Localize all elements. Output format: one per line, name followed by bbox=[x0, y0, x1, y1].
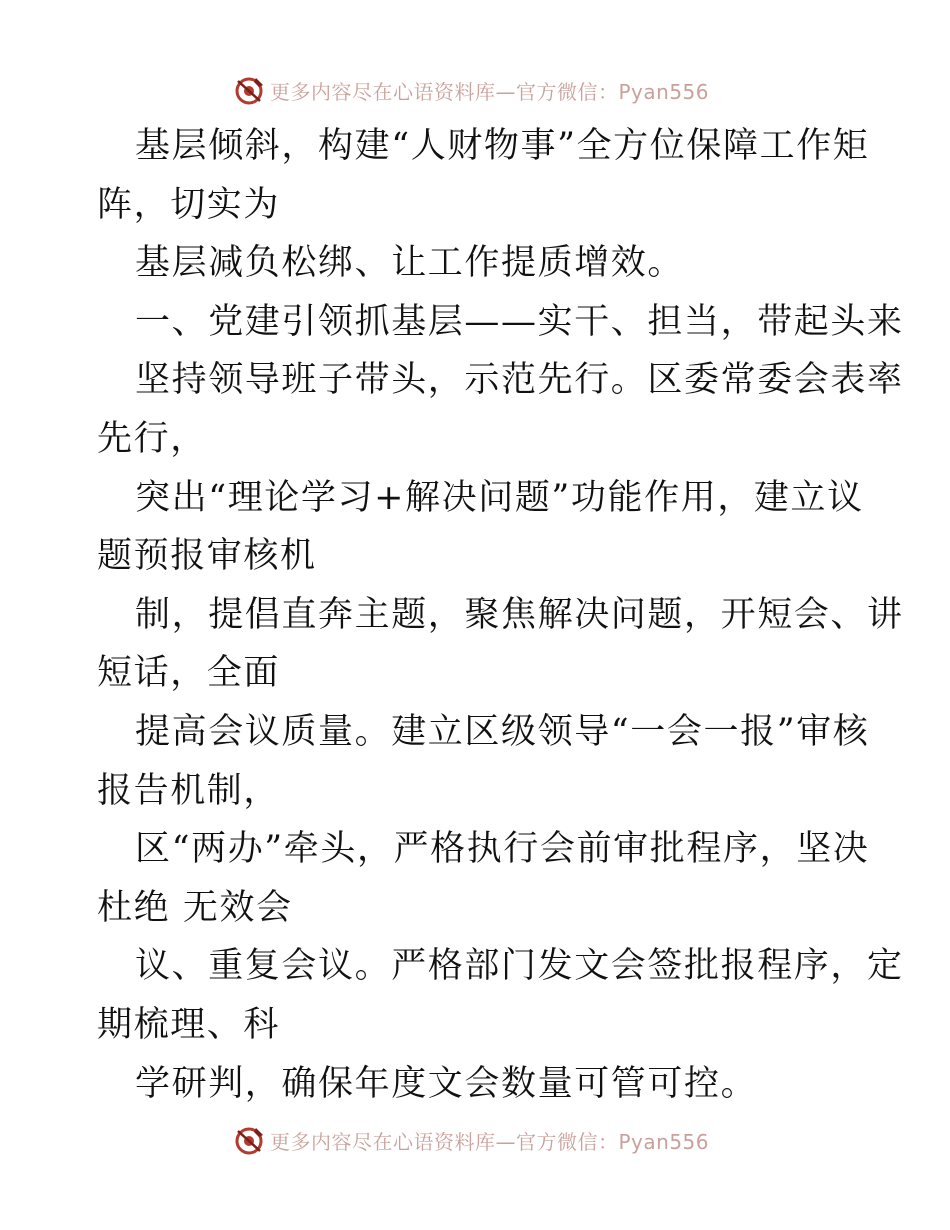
text-line: 区“两办”牵头，严格执行会前审批程序，坚决 bbox=[135, 829, 870, 870]
text-line: 基层倾斜，构建“人财物事”全方位保障工作矩 bbox=[135, 126, 870, 166]
text-line: 议、重复会议。严格部门发文会签批报程序，定 bbox=[135, 946, 904, 987]
text-line: 短话，全面 bbox=[97, 653, 281, 694]
text-line: 阵，切实为 bbox=[97, 184, 281, 225]
header-watermark-text: 更多内容尽在心语资料库—官方微信：Pyan556 bbox=[270, 79, 710, 104]
header-watermark bbox=[232, 72, 709, 108]
text-line: 制，提倡直奔主题，聚焦解决问题，开短会、讲 bbox=[135, 594, 904, 635]
text-line: 学研判，确保年度文会数量可管可控。 bbox=[135, 1063, 758, 1104]
text-line: 期梳理、科 bbox=[97, 1004, 281, 1045]
pen-logo-icon bbox=[232, 1123, 266, 1157]
text-line: 题预报审核机 bbox=[97, 536, 317, 577]
text-line: 报告机制， bbox=[97, 770, 281, 811]
footer-watermark bbox=[232, 1122, 709, 1158]
text-line: 提高会议质量。建立区级领导“一会一报”审核 bbox=[135, 711, 870, 752]
text-line: 基层减负松绑、让工作提质增效。 bbox=[135, 243, 685, 284]
pen-logo-icon bbox=[232, 73, 266, 107]
text-line: 坚持领导班子带头，示范先行。区委常委会表率 bbox=[135, 360, 904, 401]
text-line: 先行， bbox=[97, 418, 207, 459]
text-line: 一、党建引领抓基层——实干、担当，带起头来 bbox=[135, 301, 904, 342]
footer-watermark-text: 更多内容尽在心语资料库—官方微信：Pyan556 bbox=[270, 1129, 710, 1154]
text-line: 突出“理论学习+解决问题”功能作用，建立议 bbox=[135, 477, 864, 518]
document-body bbox=[97, 117, 904, 1113]
text-line: 杜绝 无效会 bbox=[97, 887, 293, 928]
